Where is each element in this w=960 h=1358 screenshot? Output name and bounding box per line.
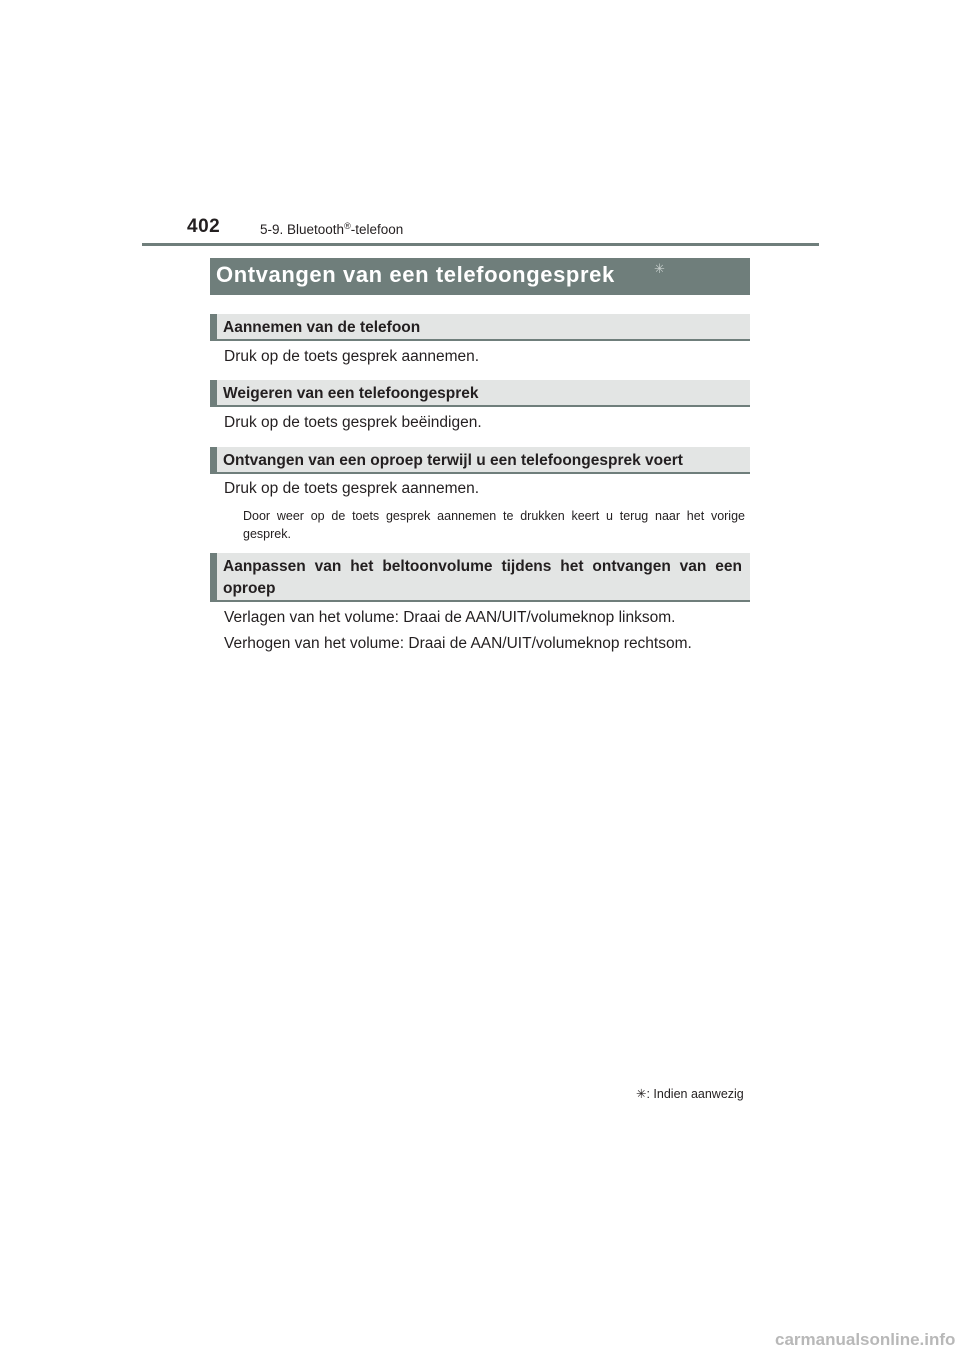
section-label-prefix: 5-9. Bluetooth xyxy=(260,222,345,237)
note-call-waiting: Door weer op de toets gesprek aannemen te drukken keert u terug naar het vorige gesprek. xyxy=(243,509,745,541)
watermark: carmanualsonline.info xyxy=(775,1330,956,1349)
subhead-text: Weigeren van een telefoongesprek xyxy=(223,385,479,402)
page-title: Ontvangen van een telefoongesprek xyxy=(216,262,615,287)
subhead-ringtone-volume xyxy=(210,553,750,602)
subhead-text: Aannemen van de telefoon xyxy=(223,319,421,336)
section-label-suffix: -telefoon xyxy=(350,222,404,237)
body-call-waiting: Druk op de toets gesprek aannemen. xyxy=(224,480,480,497)
registered-mark: ® xyxy=(344,221,351,231)
subhead-text: Ontvangen van een oproep terwijl u een telefoongesprek voert xyxy=(223,452,683,469)
subhead-text: Aanpassen van het beltoonvolume tijdens het ontvangen van een oproep xyxy=(223,558,742,597)
body-reject-call: Druk op de toets gesprek beëindigen. xyxy=(224,414,482,431)
title-bar xyxy=(210,258,750,295)
body-volume-up: Verhogen van het volume: Draai de AAN/UIT/volumeknop rechtsom. xyxy=(224,635,692,652)
subhead-call-waiting xyxy=(210,447,750,474)
footnote: ✳: Indien aanwezig xyxy=(636,1087,744,1101)
body-volume-down: Verlagen van het volume: Draai de AAN/UIT/volumeknop linksom. xyxy=(224,609,676,626)
asterisk-icon: ✳ xyxy=(654,261,665,276)
subhead-reject-call xyxy=(210,380,750,407)
body-answer-call: Druk op de toets gesprek aannemen. xyxy=(224,348,480,365)
page-number: 402 xyxy=(187,216,221,237)
subhead-answer-call xyxy=(210,314,750,341)
section-label xyxy=(260,221,403,237)
header-rule xyxy=(142,243,819,246)
